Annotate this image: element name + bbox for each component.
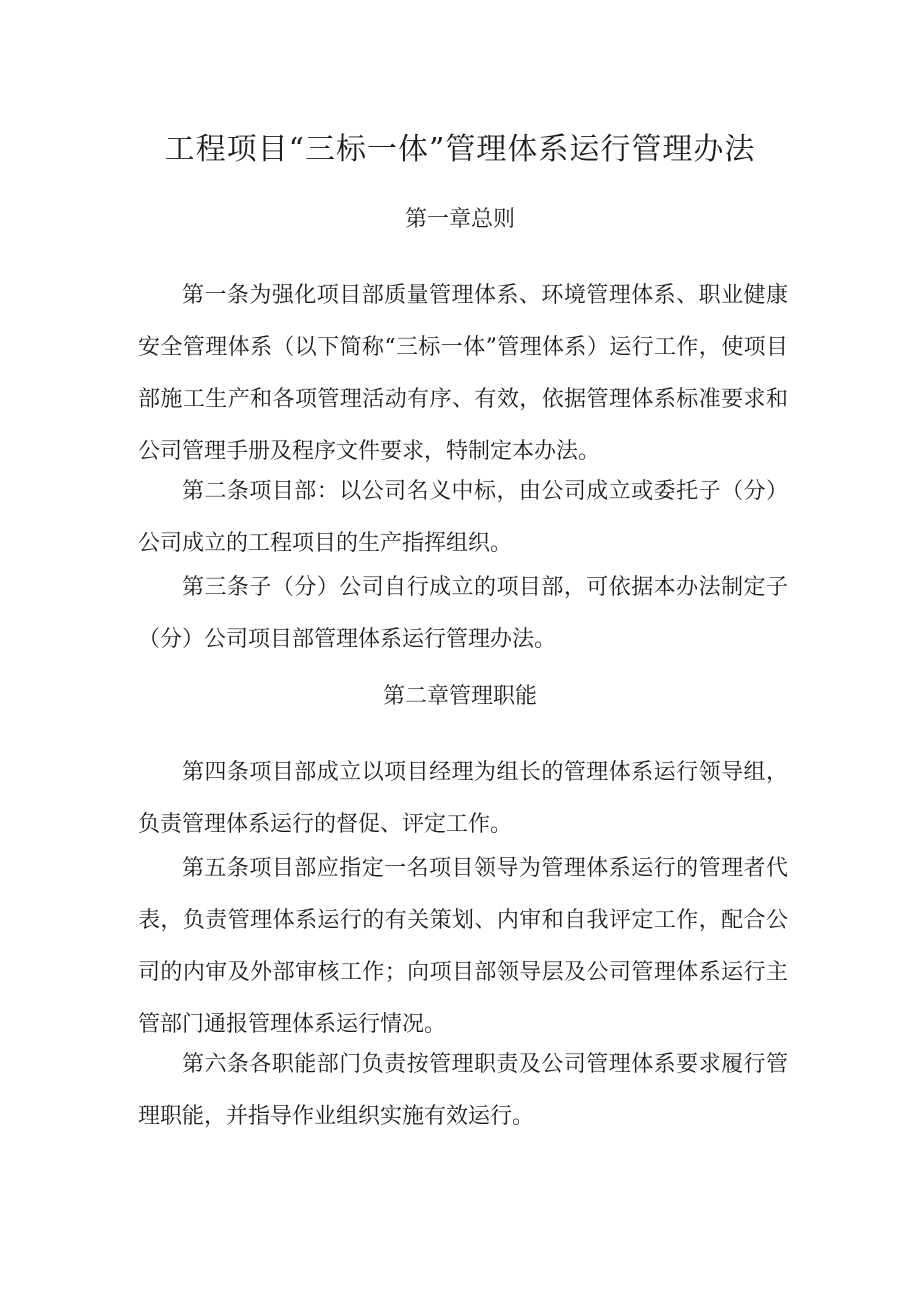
article-6: 第六条各职能部门负责按管理职责及公司管理体系要求履行管理职能，并指导作业组织实施有效运行。: [138, 1052, 788, 1129]
article-1: 第一条为强化项目部质量管理体系、环境管理体系、职业健康安全管理体系（以下简称“三标一体”管理体系）运行工作，使项目部施工生产和各项管理活动有序、有效，依据管理体系标准要求和公司管理手册及程序文件要求，特制定本办法。: [138, 283, 788, 464]
article-3: 第三条子（分）公司自行成立的项目部，可依据本办法制定子（分）公司项目部管理体系运行管理办法。: [138, 575, 788, 652]
article-4: 第四条项目部成立以项目经理为组长的管理体系运行领导组，负责管理体系运行的督促、评定工作。: [138, 760, 788, 837]
chapter-heading-2: 第二章管理职能: [382, 684, 537, 709]
document-title: 工程项目“三标一体”管理体系运行管理办法: [164, 132, 756, 167]
article-5: 第五条项目部应指定一名项目领导为管理体系运行的管理者代表，负责管理体系运行的有关策划、内审和自我评定工作，配合公司的内审及外部审核工作；向项目部领导层及公司管理体系运行主管部门通报管理体系运行情况。: [138, 856, 788, 1037]
chapter-heading-1: 第一章总则: [404, 207, 515, 232]
article-2: 第二条项目部：以公司名义中标，由公司成立或委托子（分）公司成立的工程项目的生产指挥组织。: [138, 479, 788, 556]
